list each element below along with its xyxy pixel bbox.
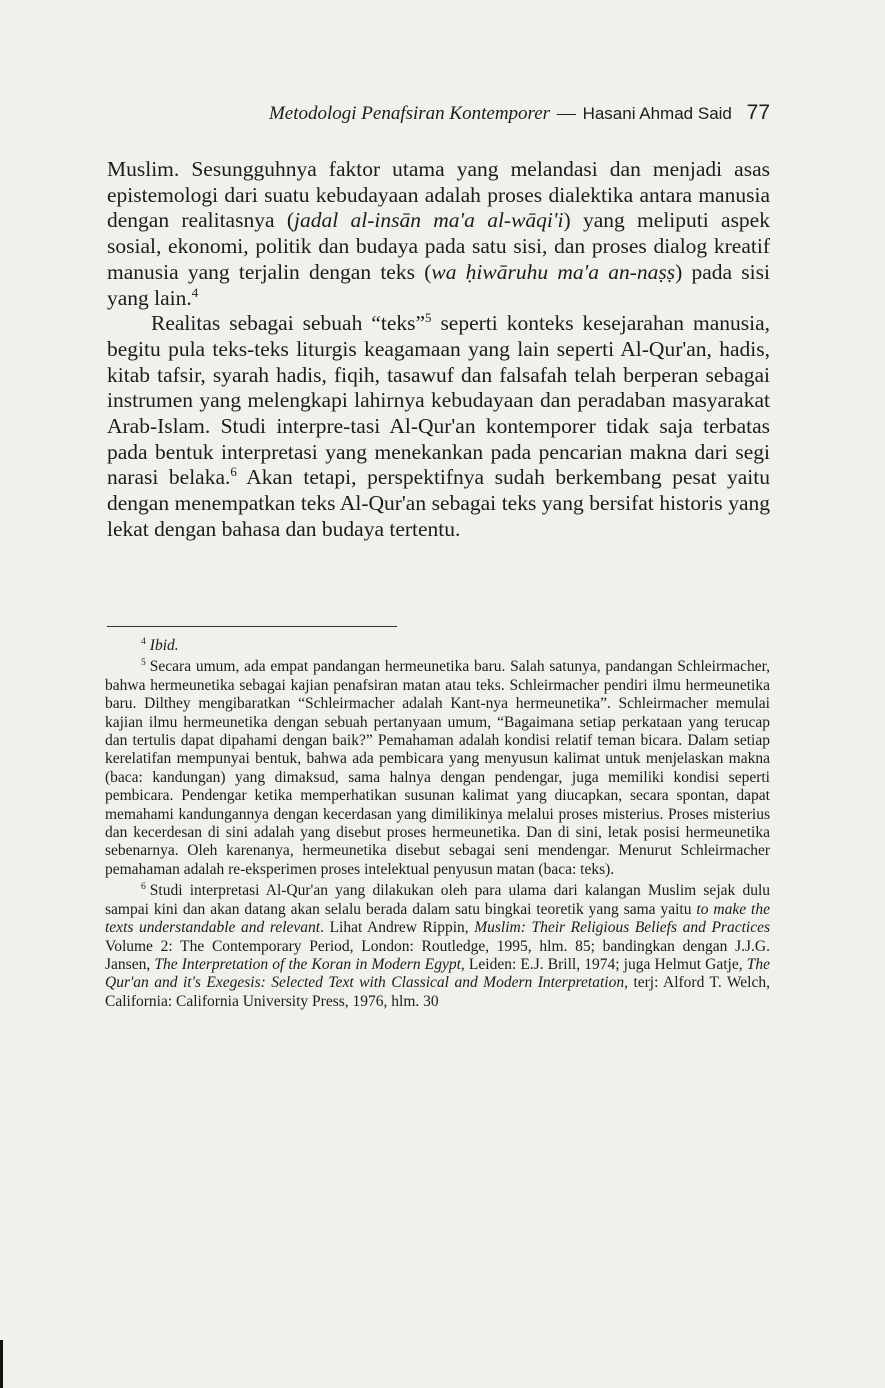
paragraph-2 <box>107 311 770 542</box>
main-text <box>107 157 770 543</box>
p1-text-3: ) pada sisi yang lain. <box>107 259 770 310</box>
footnote-separator <box>107 626 397 627</box>
p1-italic-term-2: wa ḥiwāruhu ma'a an-naṣṣ <box>431 259 676 284</box>
p2-text-1: Realitas sebagai sebuah “teks” <box>151 311 426 336</box>
p2-text-2: seperti konteks kesejarahan manusia, begitu pula teks-teks liturgis keagamaan yang lain seperti Al-Qur'an, hadis, kitab tafsir, syarah hadis, fiqih, tasawuf dan falsafah telah berperan sebagai instrumen yang melengkapi lahirnya kebudayaan dan peradaban masyarakat Arab-Islam. Studi interpre-tasi Al-Qur'an kontemporer tidak saja terbatas pada bentuk interpretasi yang menekankan pada pencarian makna dari segi narasi belaka. <box>107 311 770 490</box>
fn6-text-1: Studi interpretasi Al-Qur'an yang dilakukan oleh para ulama dari kalangan Muslim sejak dulu sampai kini dan akan datang akan selalu berada dalam satu bingkai teoretik yang sama yaitu <box>105 882 770 918</box>
paragraph-1 <box>107 157 770 311</box>
scan-edge-mark <box>0 1340 3 1388</box>
footnote-ref-6: 6 <box>230 465 237 480</box>
fn6-italic-3: The Interpretation of the Koran in Modern Egypt <box>154 955 461 973</box>
footnote-4-text: Ibid. <box>149 637 179 654</box>
footnote-ref-4: 4 <box>191 285 199 300</box>
fn6-italic-4: The Qur'an and it's Exegesis: Selected Text with Classical and Modern Interpretation <box>105 955 770 992</box>
footnote-4 <box>105 637 770 655</box>
fn6-text-5: , terj: Alford T. Welch, California: California University Press, 1976, hlm. 30 <box>105 974 770 1010</box>
p1-italic-term-1: jadal al-insān ma'a al-wāqi'i <box>293 208 564 233</box>
footnote-5-number: 5 <box>141 657 146 669</box>
footnote-5 <box>105 658 770 879</box>
fn6-italic-1: to make the texts understandable and relevant <box>105 900 770 937</box>
running-header <box>240 100 770 126</box>
fn6-text-2: . Lihat Andrew Rippin, <box>320 919 475 937</box>
fn6-text-4: , Leiden: E.J. Brill, 1974; juga Helmut Gatje, <box>460 955 747 973</box>
footnote-5-text: Secara umum, ada empat pandangan hermeunetika baru. Salah satunya, pandangan Schleirmacher, bahwa hermeunetika sebagai kajian penafsiran matan atau teks. Schleirmacher pendiri ilmu hermeunetika baru. Dilthey mengibaratkan “Schleirmacher adalah Kant-nya hermeunetika”. Schleirmacher memulai kajian ilmu hermeunetika dengan sebuah pertanyaan umum, “Bagaimana setiap perkataan yang terucap dan tertulis dapat dipahami dengan baik?” Pemahaman adalah kondisi relatif teman bicara. Dalam setiap kerelatifan mempunyai bentuk, bahwa ada pembicara yang menyusun kalimat untuk menjelaskan makna (baca: kandungan) yang dimaksud, sama halnya dengan pendengar, juga memiliki kondisi seperti pembicara. Pendengar ketika memperhatikan susunan kalimat yang diucapkan, secara spontan, dapat memahami kandungannya dengan kecerdasan yang dimilikinya melalui proses misterius. Proses misterius dan kecerdesan di sini adalah yang disebut proses hermeunetika. Dan di sini, letak posisi hermeunetika sebenarnya. Oleh karenanya, hermeunetika disebut sebagai seni mendengar. Menurut Schleirmacher pemahaman adalah re-eksperimen proses intelektual penyusun matan (baca: teks). <box>105 658 770 878</box>
p1-text-1: Muslim. Sesungguhnya faktor utama yang melandasi dan menjadi asas epistemologi dari suatu kebudayaan adalah proses dialektika antara manusia dengan realitasnya ( <box>107 157 770 233</box>
fn6-text-3: Volume 2: The Contemporary Period, London: Routledge, 1995, hlm. 85; bandingkan dengan J.J.G. Jansen, <box>105 937 770 973</box>
header-separator: — <box>556 103 576 124</box>
footnote-4-number: 4 <box>141 635 146 647</box>
p2-text-3: Akan tetapi, perspektifnya sudah berkembang pesat yaitu dengan menempatkan teks Al-Qur'an sebagai teks yang bersifat historis yang lekat dengan bahasa dan budaya tertentu. <box>107 465 770 541</box>
footnote-6-number: 6 <box>141 881 146 893</box>
footnote-ref-5: 5 <box>425 311 432 326</box>
p1-text-2: ) yang meliputi aspek sosial, ekonomi, politik dan budaya pada satu sisi, dan proses dialog kreatif manusia yang terjalin dengan teks ( <box>107 208 770 284</box>
fn6-italic-2: Muslim: Their Religious Beliefs and Practices <box>474 919 770 937</box>
page-number: 77 <box>746 101 770 124</box>
footnotes <box>105 637 770 1011</box>
footnote-6 <box>105 882 770 1011</box>
header-book-title: Metodologi Penafsiran Kontemporer <box>268 103 551 124</box>
header-author: Hasani Ahmad Said <box>582 104 732 123</box>
